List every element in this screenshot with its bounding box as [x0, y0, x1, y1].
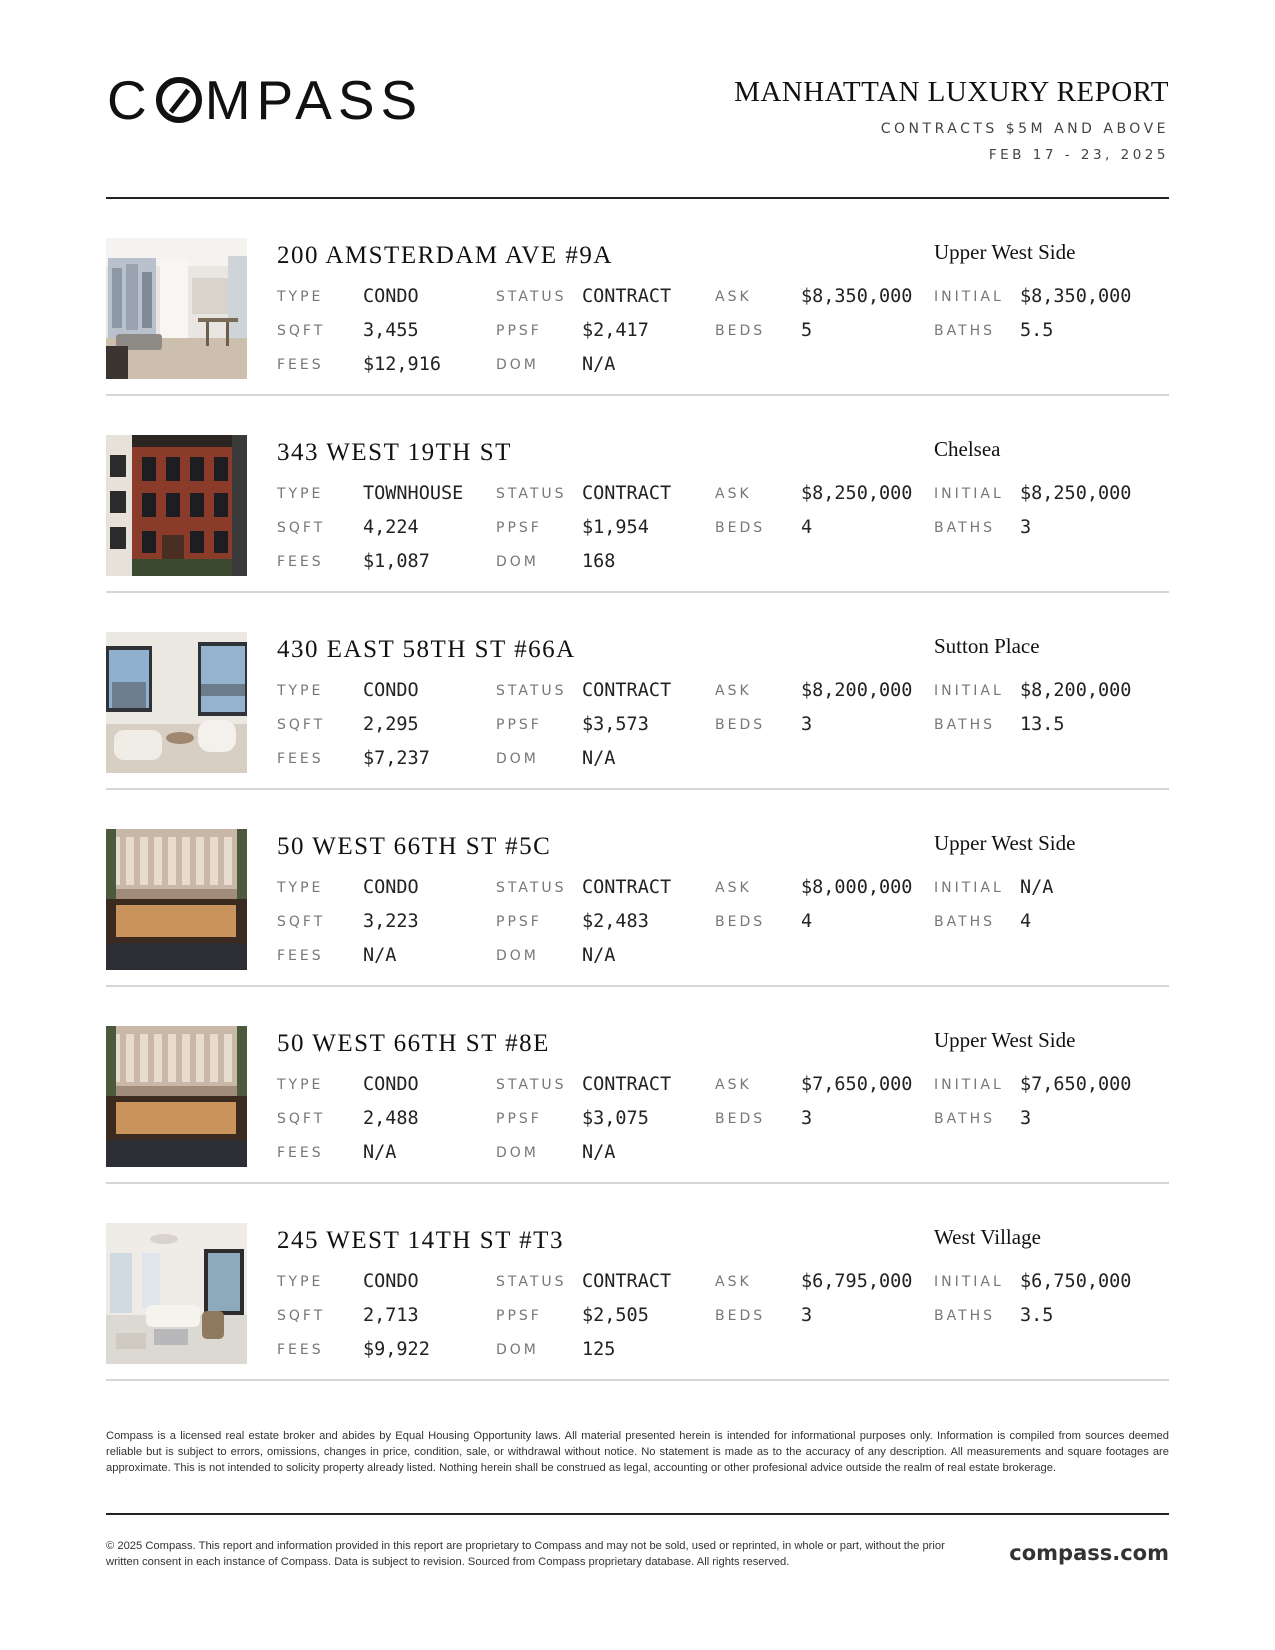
type-value: CONDO: [363, 877, 419, 898]
ask-label: ASK: [715, 289, 752, 305]
ppsf-value: $2,505: [582, 1305, 649, 1326]
logo-o-icon: [156, 77, 202, 123]
baths-label: BATHS: [934, 717, 996, 733]
baths-label: BATHS: [934, 323, 996, 339]
website-link[interactable]: compass.com: [1009, 1541, 1169, 1565]
beds-label: BEDS: [715, 323, 766, 339]
initial-label: INITIAL: [934, 880, 1004, 896]
ask-label: ASK: [715, 1274, 752, 1290]
listing-address: 200 AMSTERDAM AVE #9A: [277, 242, 613, 269]
status-label: STATUS: [496, 289, 567, 305]
listing-photo: [106, 1026, 247, 1167]
sqft-label: SQFT: [277, 1308, 326, 1324]
listing-neighborhood: Sutton Place: [934, 634, 1040, 658]
listing-address: 50 WEST 66TH ST #8E: [277, 1030, 550, 1057]
dom-label: DOM: [496, 554, 539, 570]
type-value: CONDO: [363, 680, 419, 701]
report-date-range: FEB 17 - 23, 2025: [988, 147, 1169, 163]
beds-value: 4: [801, 517, 813, 538]
listing-address: 245 WEST 14TH ST #T3: [277, 1227, 564, 1254]
type-label: TYPE: [277, 1274, 324, 1290]
fees-label: FEES: [277, 948, 324, 964]
ppsf-label: PPSF: [496, 914, 542, 930]
baths-value: 3: [1020, 1108, 1032, 1129]
fees-value: $9,922: [363, 1339, 430, 1360]
report-header: [734, 76, 1169, 163]
type-value: TOWNHOUSE: [363, 483, 464, 504]
listing-photo: [106, 1223, 247, 1364]
dom-value: 125: [582, 1339, 616, 1360]
dom-value: N/A: [582, 748, 616, 769]
status-label: STATUS: [496, 1274, 567, 1290]
copyright-notice: © 2025 Compass. This report and information provided in this report are proprietary to Compass and may not be sold, used or reprinted, in whole or part, without the prior written consent in each instance of Compass. Data is subject to revision. Sourced from Compass proprietary database. All rights reserved.: [106, 1540, 945, 1568]
listing-neighborhood: Chelsea: [934, 437, 1001, 461]
ask-value: $8,250,000: [801, 483, 913, 504]
beds-value: 3: [801, 1108, 813, 1129]
sqft-label: SQFT: [277, 323, 326, 339]
initial-value: $8,250,000: [1020, 483, 1132, 504]
sqft-value: 3,223: [363, 911, 419, 932]
type-label: TYPE: [277, 1077, 324, 1093]
listing-photo: [106, 829, 247, 970]
beds-label: BEDS: [715, 520, 766, 536]
dom-value: N/A: [582, 945, 616, 966]
dom-label: DOM: [496, 948, 539, 964]
fees-label: FEES: [277, 357, 324, 373]
footer-divider: [106, 1513, 1169, 1515]
dom-label: DOM: [496, 751, 539, 767]
sqft-label: SQFT: [277, 717, 326, 733]
ask-value: $8,350,000: [801, 286, 913, 307]
sqft-value: 2,295: [363, 714, 419, 735]
ppsf-label: PPSF: [496, 520, 542, 536]
ask-label: ASK: [715, 683, 752, 699]
fees-label: FEES: [277, 1145, 324, 1161]
sqft-value: 2,713: [363, 1305, 419, 1326]
sqft-value: 2,488: [363, 1108, 419, 1129]
baths-value: 3.5: [1020, 1305, 1054, 1326]
fees-label: FEES: [277, 554, 324, 570]
baths-value: 13.5: [1020, 714, 1065, 735]
listing-row: [106, 396, 1169, 593]
type-label: TYPE: [277, 486, 324, 502]
status-value: CONTRACT: [582, 1271, 672, 1292]
listing-row: [106, 593, 1169, 790]
listing-address: 50 WEST 66TH ST #5C: [277, 833, 552, 860]
baths-label: BATHS: [934, 1308, 996, 1324]
dom-label: DOM: [496, 1145, 539, 1161]
logo-text: C: [107, 69, 153, 131]
beds-value: 4: [801, 911, 813, 932]
beds-label: BEDS: [715, 1111, 766, 1127]
listing-photo: [106, 435, 247, 576]
dom-value: 168: [582, 551, 616, 572]
ask-value: $8,000,000: [801, 877, 913, 898]
status-value: CONTRACT: [582, 877, 672, 898]
ppsf-value: $3,573: [582, 714, 649, 735]
listing-row: [106, 790, 1169, 987]
fees-value: N/A: [363, 945, 397, 966]
fees-label: FEES: [277, 1342, 324, 1358]
ppsf-value: $3,075: [582, 1108, 649, 1129]
beds-label: BEDS: [715, 1308, 766, 1324]
baths-value: 3: [1020, 517, 1032, 538]
listings-list: [106, 199, 1169, 1381]
initial-value: $6,750,000: [1020, 1271, 1132, 1292]
baths-label: BATHS: [934, 520, 996, 536]
initial-label: INITIAL: [934, 1077, 1004, 1093]
sqft-value: 3,455: [363, 320, 419, 341]
beds-label: BEDS: [715, 717, 766, 733]
type-value: CONDO: [363, 1271, 419, 1292]
status-value: CONTRACT: [582, 286, 672, 307]
status-label: STATUS: [496, 880, 567, 896]
type-value: CONDO: [363, 286, 419, 307]
initial-label: INITIAL: [934, 683, 1004, 699]
status-value: CONTRACT: [582, 1074, 672, 1095]
sqft-label: SQFT: [277, 1111, 326, 1127]
beds-label: BEDS: [715, 914, 766, 930]
dom-label: DOM: [496, 357, 539, 373]
baths-label: BATHS: [934, 914, 996, 930]
listing-address: 430 EAST 58TH ST #66A: [277, 636, 576, 663]
status-label: STATUS: [496, 1077, 567, 1093]
ask-value: $7,650,000: [801, 1074, 913, 1095]
ppsf-label: PPSF: [496, 323, 542, 339]
listing-neighborhood: West Village: [934, 1225, 1041, 1249]
sqft-value: 4,224: [363, 517, 419, 538]
initial-value: $8,200,000: [1020, 680, 1132, 701]
ask-label: ASK: [715, 486, 752, 502]
status-value: CONTRACT: [582, 680, 672, 701]
listing-photo: [106, 238, 247, 379]
fees-value: $7,237: [363, 748, 430, 769]
ppsf-label: PPSF: [496, 1308, 542, 1324]
report-title: MANHATTAN LUXURY REPORT: [734, 76, 1169, 108]
sqft-label: SQFT: [277, 914, 326, 930]
report-subtitle: CONTRACTS $5M AND ABOVE: [880, 121, 1169, 137]
type-label: TYPE: [277, 289, 324, 305]
fees-value: $12,916: [363, 354, 441, 375]
dom-value: N/A: [582, 354, 616, 375]
fees-value: $1,087: [363, 551, 430, 572]
ppsf-label: PPSF: [496, 717, 542, 733]
listing-neighborhood: Upper West Side: [934, 1028, 1076, 1052]
listing-row: [106, 987, 1169, 1184]
dom-label: DOM: [496, 1342, 539, 1358]
type-label: TYPE: [277, 683, 324, 699]
listing-row: [106, 1184, 1169, 1381]
legal-disclaimer: Compass is a licensed real estate broker and abides by Equal Housing Opportunity laws. All material presented herein is intended for informational purposes only. Information is compiled from sources deemed reliable but is subject to errors, omissions, changes in price, condition, sale, or withdrawal without notice. No statement is made as to the accuracy of any description. All measurements and square footages are approximate. This is not intended to solicity property already listed. Nothing herein shall be construed as legal, accounting or other profesional advice outside the realm of real estate brokerage.: [106, 1430, 1169, 1474]
beds-value: 5: [801, 320, 813, 341]
ask-value: $6,795,000: [801, 1271, 913, 1292]
initial-value: $8,350,000: [1020, 286, 1132, 307]
ask-label: ASK: [715, 1077, 752, 1093]
ppsf-value: $1,954: [582, 517, 649, 538]
dom-value: N/A: [582, 1142, 616, 1163]
beds-value: 3: [801, 714, 813, 735]
initial-value: $7,650,000: [1020, 1074, 1132, 1095]
initial-label: INITIAL: [934, 486, 1004, 502]
initial-label: INITIAL: [934, 289, 1004, 305]
type-value: CONDO: [363, 1074, 419, 1095]
baths-value: 4: [1020, 911, 1032, 932]
status-label: STATUS: [496, 486, 567, 502]
fees-value: N/A: [363, 1142, 397, 1163]
listing-neighborhood: Upper West Side: [934, 831, 1076, 855]
initial-value: N/A: [1020, 877, 1054, 898]
type-label: TYPE: [277, 880, 324, 896]
ppsf-label: PPSF: [496, 1111, 542, 1127]
baths-value: 5.5: [1020, 320, 1054, 341]
listing-row: [106, 199, 1169, 396]
status-label: STATUS: [496, 683, 567, 699]
ppsf-value: $2,417: [582, 320, 649, 341]
ppsf-value: $2,483: [582, 911, 649, 932]
ask-value: $8,200,000: [801, 680, 913, 701]
compass-logo: C MPASS: [107, 69, 424, 131]
beds-value: 3: [801, 1305, 813, 1326]
listing-neighborhood: Upper West Side: [934, 240, 1076, 264]
fees-label: FEES: [277, 751, 324, 767]
baths-label: BATHS: [934, 1111, 996, 1127]
listing-address: 343 WEST 19TH ST: [277, 439, 512, 466]
status-value: CONTRACT: [582, 483, 672, 504]
initial-label: INITIAL: [934, 1274, 1004, 1290]
sqft-label: SQFT: [277, 520, 326, 536]
listing-photo: [106, 632, 247, 773]
ask-label: ASK: [715, 880, 752, 896]
